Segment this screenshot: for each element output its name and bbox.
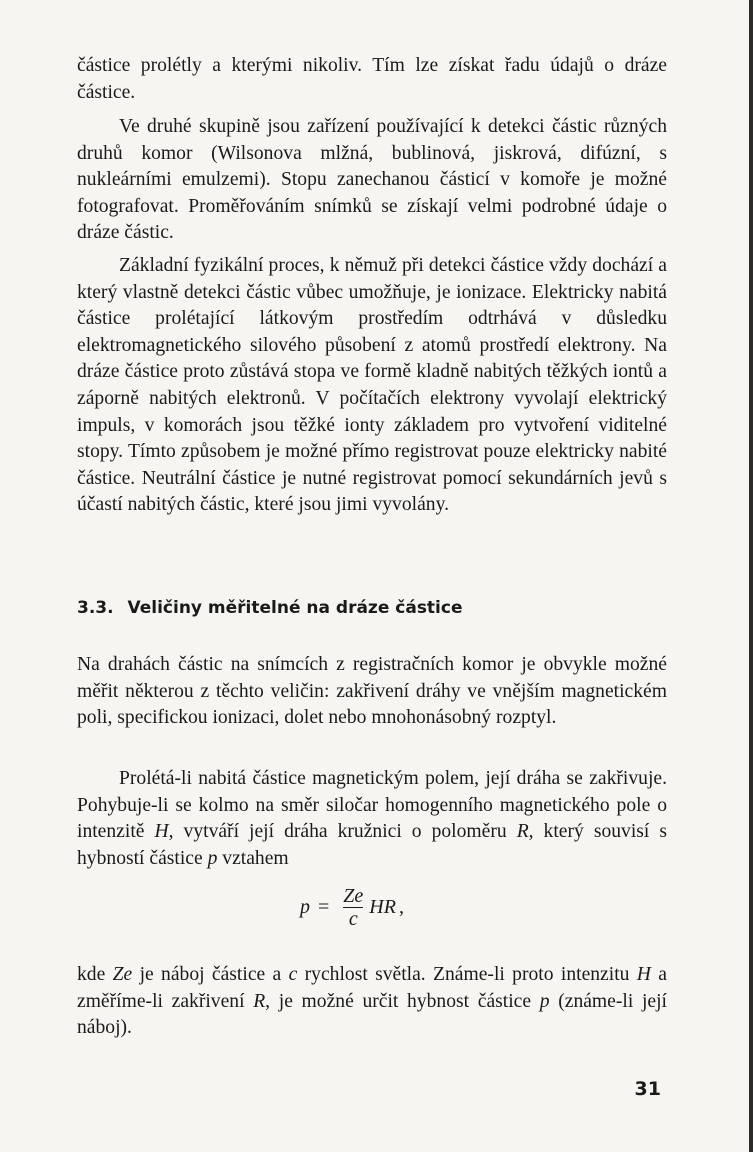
paragraph-magnetic-field [77,766,667,872]
momentum-formula [300,886,404,929]
page-edge [749,0,753,1152]
text-segment: Prolétá-li nabitá částice magnetickým polem, její dráha se zakřivuje. Pohybuje-li se kolmo na směr siločar homogenního magnetického pole o intenzitě [77,768,667,843]
text-segment: vztahem [217,847,289,869]
paragraph-intro: částice prolétly a kterými nikoliv. Tím lze získat řadu údajů o dráze částice. [77,55,667,103]
formula-numerator: Ze [343,885,364,907]
formula-denominator: c [348,908,358,930]
text-segment: (známe-li její náboj). [77,990,667,1039]
variable-p: p [207,847,218,869]
section-heading [77,598,463,618]
variable-p: p [539,990,550,1012]
page-number: 31 [634,1078,661,1100]
variable-ze: Ze [112,964,133,985]
text-segment: , který souvisí s hybností částice [77,821,667,869]
paragraph-ionization: Základní fyzikální proces, k němuž při detekci částice vždy dochází a který vlastně detekci částic vůbec umožňuje, je ionizace. Elektricky nabitá částice prolétající látkovým prostředím odtrhává v důsledku elektromagnetického silového působení z atomů prostředí elektrony. Na dráze částice proto zůstává stopa ve formě kladně nabitých těžkých iontů a záporně nabitých elektronů. V počítačích elektrony vyvolají elektrický impuls, v komorách jsou těžké ionty základem pro vytvoření viditelné stopy. Tímto způsobem je možné přímo registrovat pouze elektricky nabité částice. Neutrální částice je nutné registrovat pomocí sekundárních jevů s účastí nabitých částic, které jsou jimi vyvolány. [77,255,667,516]
variable-h: H [636,964,651,985]
text-segment: , je možné určit hybnost částice [265,990,540,1012]
text-segment: je náboj částice a [132,964,289,985]
paragraph-charge-explanation [77,962,667,1042]
section-number: 3.3. [77,598,114,618]
variable-h: H [154,821,169,843]
section-title: Veličiny měřitelné na dráze částice [127,598,463,618]
formula-fraction [343,886,363,929]
variable-r: R [516,821,529,843]
text-segment: a změříme-li zakřivení [77,964,667,1012]
text-segment: , vytváří její dráha kružnici o poloměru [168,821,517,843]
text-segment: kde [77,964,113,985]
text-segment: rychlost světla. Známe-li proto intenzitu [297,964,637,985]
paragraph-detectors: Ve druhé skupině jsou zařízení používající k detekci částic různých druhů komor (Wilsonova mlžná, bublinová, jiskrová, difúzní, s nukleárními emulzemi). Stopu zanechanou částicí v komoře je možné fotografovat. Proměřováním snímků se získají velmi podrobné údaje o dráze částic. [77,116,667,244]
paragraph-measurable-quantities: Na drahách částic na snímcích z registračních komor je obvykle možné měřit některou z těchto veličin: zakřivení dráhy ve vnějším magnetickém poli, specifickou ionizaci, dolet nebo mnohonásobný rozptyl. [77,654,667,729]
formula-rhs: HR [369,896,396,918]
formula-lhs: p [300,896,310,918]
variable-c: c [288,964,298,985]
formula-equals: = [318,896,330,918]
variable-r: R [253,990,266,1012]
formula-comma: , [398,896,404,918]
